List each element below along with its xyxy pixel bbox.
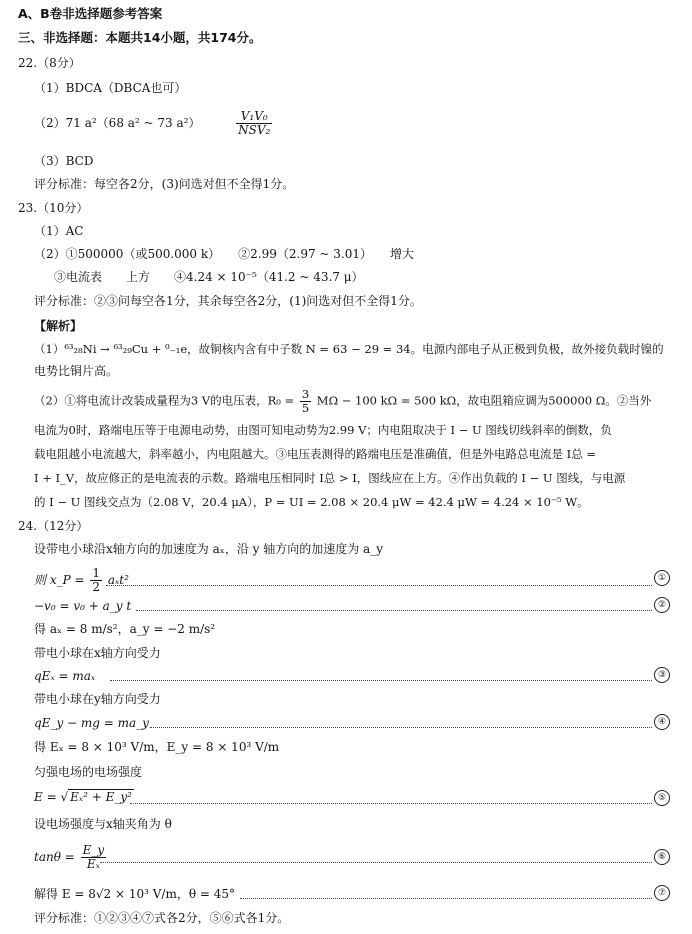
q22-answer-1: （1）BDCA（DBCA也可） <box>34 81 187 95</box>
q24-result-1: 得 aₓ = 8 m/s²，a_y = −2 m/s² <box>34 622 216 636</box>
leader-dots-5 <box>130 803 652 804</box>
leader-dots-3 <box>110 680 652 681</box>
analysis-p2-line5: 的 I − U 图线交点为（2.08 V，20.4 μA），P = UI = 2.08 × 20.4 μW = 42.4 μW = 4.24 × 10⁻⁵ W。 <box>34 495 589 509</box>
eq-number-3: ③ <box>654 667 670 683</box>
q23-answer-3: ③电流表 上方 ④4.24 × 10⁻⁵（41.2 ~ 43.7 μ） <box>54 270 364 284</box>
q23-answer-1: （1）AC <box>34 224 84 238</box>
analysis-p1-line2: 电势比铜片高。 <box>34 364 119 378</box>
analysis-label: 【解析】 <box>34 319 83 333</box>
leader-dots-4 <box>150 727 652 728</box>
doc-title: A、B卷非选择题参考答案 <box>18 6 163 21</box>
eq-number-2: ② <box>654 597 670 613</box>
q24-scoring: 评分标准：①②③④⑦式各2分，⑤⑥式各1分。 <box>34 911 290 925</box>
q22-fraction: $\frac{\text{V₁V₀}}{\text{NSV₂}}$ <box>238 109 271 137</box>
eq-2: −v₀ = v₀ + a_y t <box>34 599 132 613</box>
q24-heading: 24.（12分） <box>18 519 89 533</box>
q24-final: 解得 E = 8√2 × 10³ V/m，θ = 45° <box>34 887 236 901</box>
q22-answer-2: （2）71 a²（68 a² ~ 73 a²） $\frac{\text{V₁V₀}}{\text{NSV₂}}$ <box>34 109 271 137</box>
q24-text-angle: 设电场强度与x轴夹角为 θ <box>34 817 172 831</box>
q22-answer-3: （3）BCD <box>34 154 94 168</box>
q24-text-x-force: 带电小球在x轴方向受力 <box>34 646 161 660</box>
eq-3: qEₓ = maₓ <box>34 669 96 683</box>
leader-dots-7 <box>240 898 652 899</box>
eq-4: qE_y − mg = ma_y <box>34 716 149 730</box>
eq-number-1: ① <box>654 570 670 586</box>
q23-answer-2: （2）①500000（或500.000 k） ②2.99（2.97 ~ 3.01） 增大 <box>34 247 414 261</box>
eq-number-7: ⑦ <box>654 885 670 901</box>
analysis-p1-line1: （1）⁶³₂₈Ni → ⁶³₂₉Cu + ⁰₋₁e，故铜核内含有中子数 N = 63 − 29 = 34。电源内部电子从正极到负极，故外接负载时镍的 <box>34 342 664 356</box>
q24-result-2: 得 Eₓ = 8 × 10³ V/m，E_y = 8 × 10³ V/m <box>34 740 280 754</box>
section-heading: 三、非选择题：本题共14小题，共174分。 <box>18 30 262 45</box>
q22-scoring: 评分标准：每空各2分，(3)问选对但不全得1分。 <box>34 177 295 191</box>
eq-5: E = √ Eₓ² + E_y² <box>34 790 132 804</box>
analysis-p2-line2: 电流为0时，路端电压等于电源电动势，由图可知电动势为2.99 V；内电阻取决于 I − U 图线切线斜率的倒数，负 <box>34 423 612 437</box>
leader-dots-1 <box>106 585 652 586</box>
eq-number-6: ⑥ <box>654 849 670 865</box>
q23-scoring: 评分标准：②③问每空各1分，其余每空各2分，(1)问选对但不全得1分。 <box>34 294 422 308</box>
q23-heading: 23.（10分） <box>18 201 89 215</box>
eq-number-5: ⑤ <box>654 790 670 806</box>
q24-intro: 设带电小球沿x轴方向的加速度为 aₓ，沿 y 轴方向的加速度为 a_y <box>34 542 383 556</box>
analysis-p2-line1: （2）①将电流计改装成量程为3 V的电压表，R₀ = $\frac{3}{5}$ MΩ − 100 kΩ = 500 kΩ，故电阻箱应调为500000 Ω。②当外 <box>34 387 652 415</box>
leader-dots-2 <box>136 610 652 611</box>
q22-heading: 22.（8分） <box>18 56 81 70</box>
eq-6: tanθ = $\frac{E\_y}{\text{Eₓ}}$ <box>34 843 105 871</box>
analysis-p2-line4: I + I_V，故应修正的是电流表的示数。路端电压相同时 I总 > I，图线应在上方。④作出负载的 I − U 图线，与电源 <box>34 471 626 485</box>
analysis-p2-line3: 载电阻越小电流越大，斜率越小，内电阻越大。③电压表测得的路端电压是准确值，但是外电路总电流是 I总 = <box>34 447 596 461</box>
eq-1: 则 x_P = $\frac{1}{2}$ aₓt² <box>34 566 129 594</box>
leader-dots-6 <box>100 862 652 863</box>
q24-text-field: 匀强电场的电场强度 <box>34 765 143 779</box>
eq-number-4: ④ <box>654 714 670 730</box>
q24-text-y-force: 带电小球在y轴方向受力 <box>34 692 161 706</box>
